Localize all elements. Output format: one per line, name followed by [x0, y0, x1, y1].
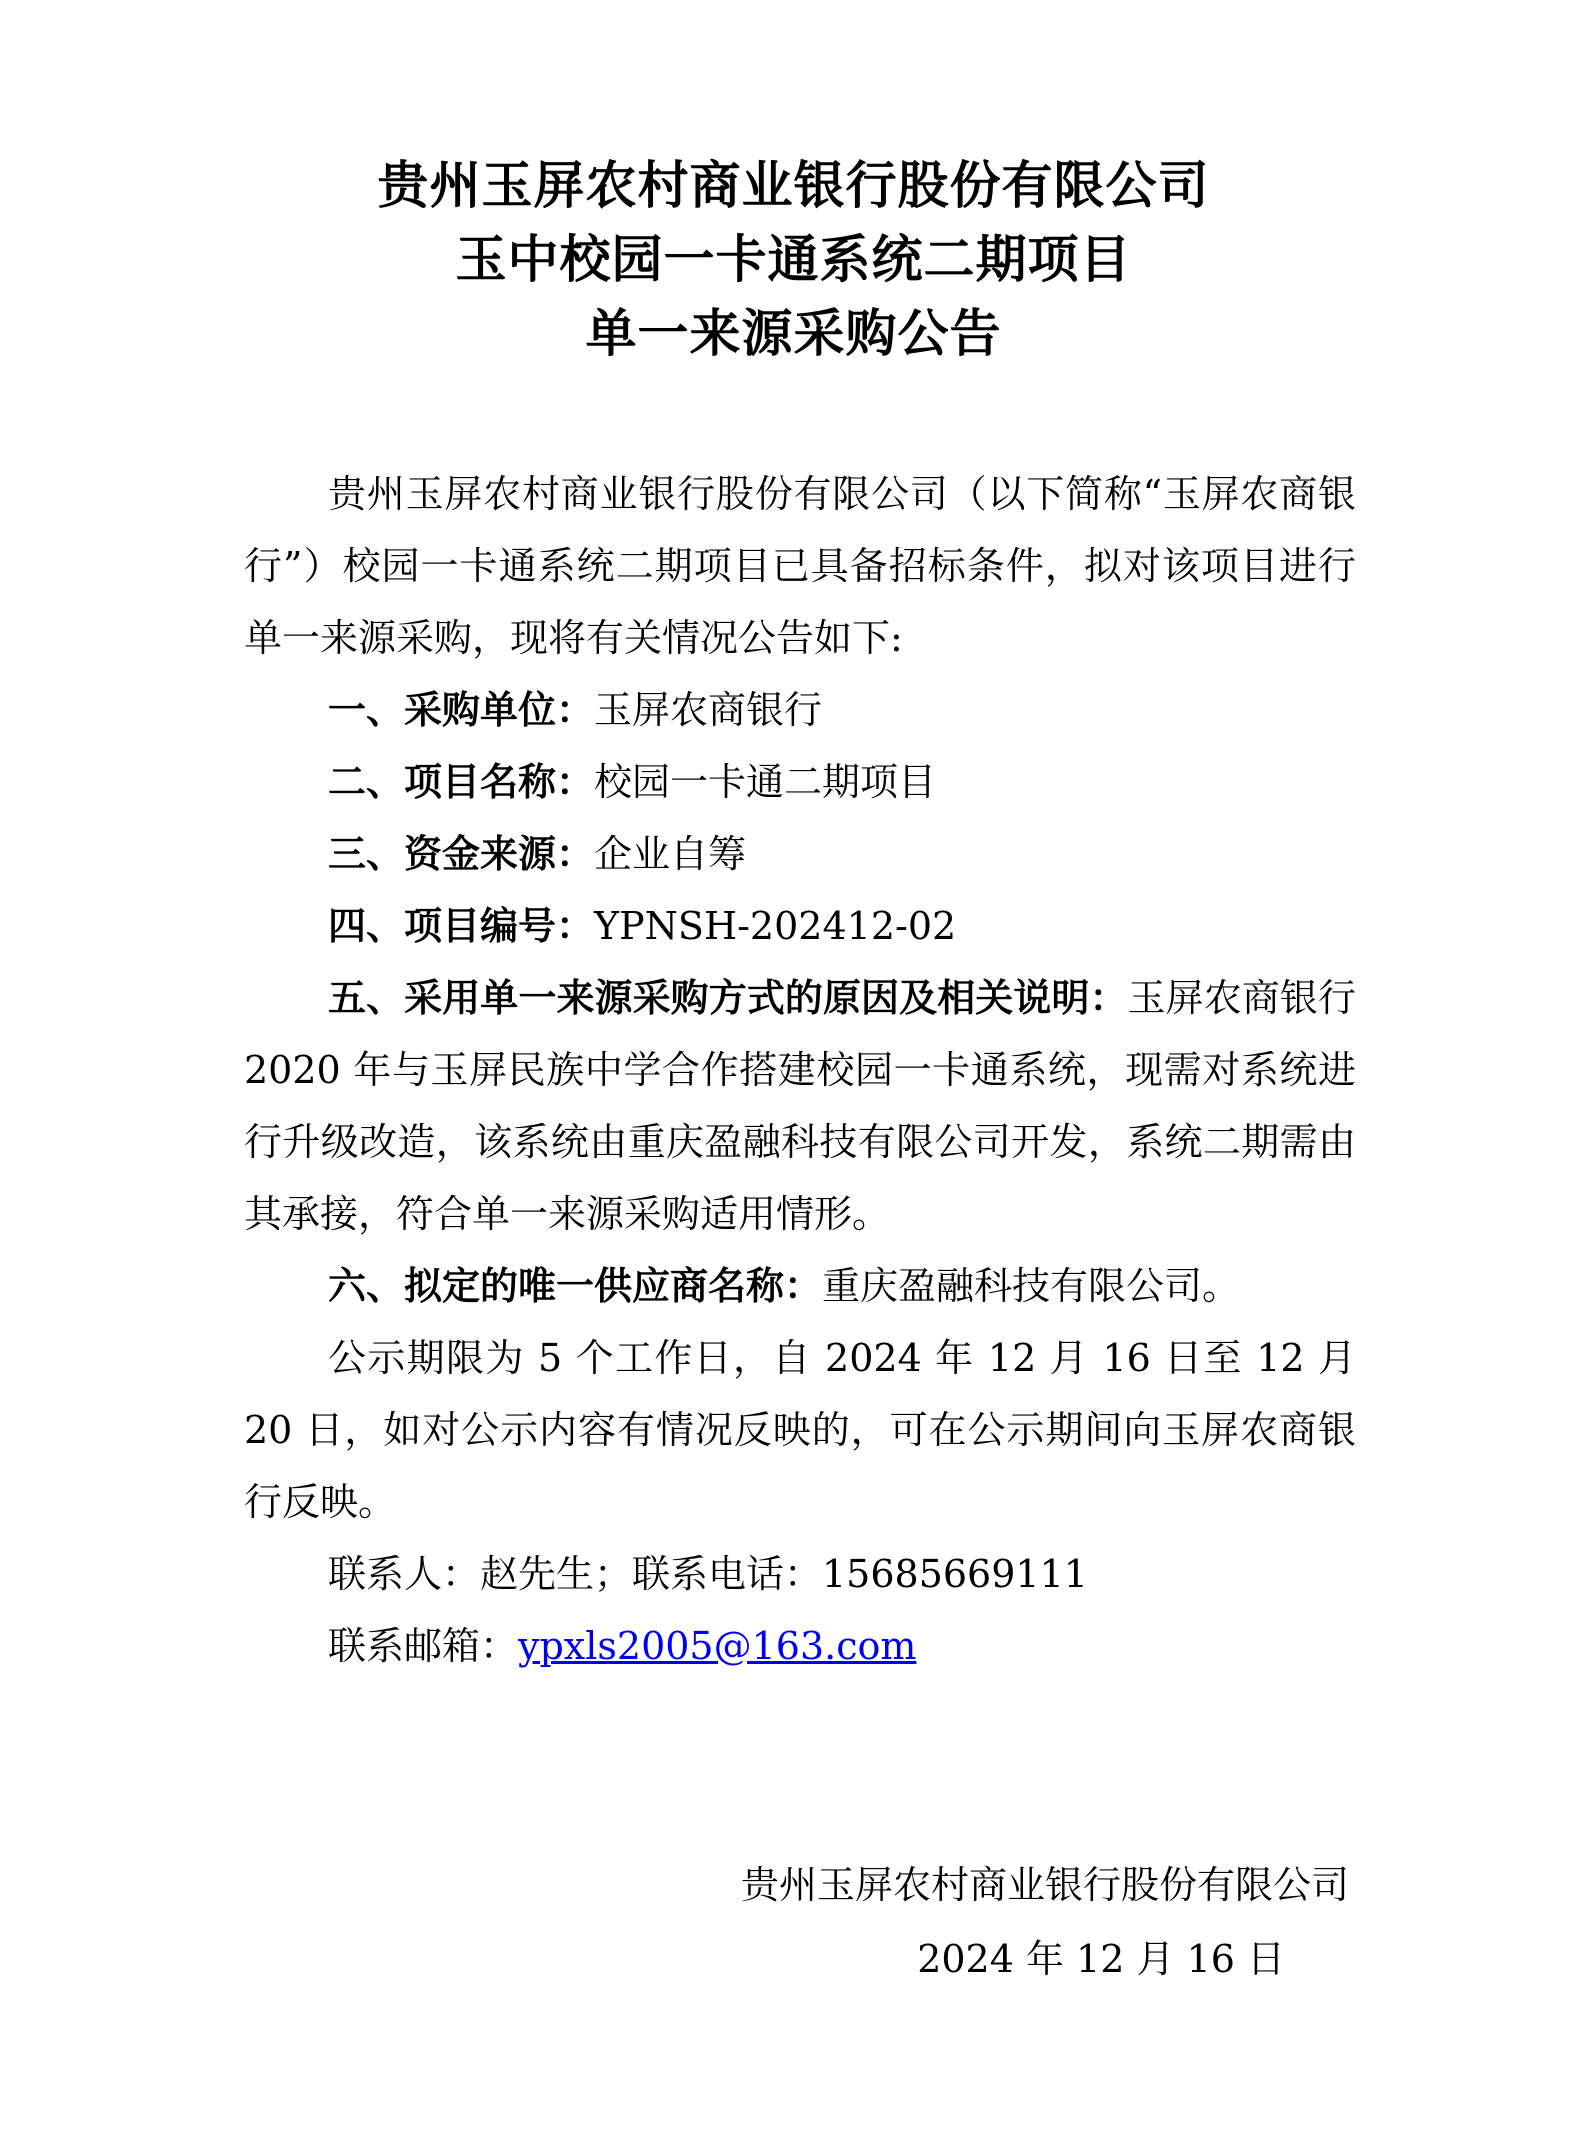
signature-org: 贵州玉屏农村商业银行股份有限公司: [740, 1863, 1349, 1907]
document-title: [0, 150, 1587, 372]
email-label: 联系邮箱：: [328, 1624, 519, 1668]
contact-person-line: 联系人：赵先生；联系电话：15685669111: [328, 1552, 1088, 1596]
item-supplier: [244, 1250, 1356, 1322]
item-value: 玉屏农商银行 2020 年与玉屏民族中学合作搭建校园一卡通系统，现需对系统进行升级改造，该系统由重庆盈融科技有限公司开发，系统二期需由其承接，符合单一来源采购适用情形。: [244, 976, 1356, 1236]
item-label: 六、拟定的唯一供应商名称：: [328, 1264, 823, 1308]
intro-paragraph: 贵州玉屏农村商业银行股份有限公司（以下简称“玉屏农商银行”）校园一卡通系统二期项目已具备招标条件，拟对该项目进行单一来源采购，现将有关情况公告如下:: [244, 472, 1356, 660]
contact-email-line: [244, 1610, 1356, 1682]
item-purchaser: [244, 674, 1356, 746]
signature-date: 2024 年 12 月 16 日: [917, 1937, 1285, 1981]
item-value: 校园一卡通二期项目: [594, 760, 937, 804]
item-funding-source: [244, 818, 1356, 890]
item-value: 企业自筹: [594, 832, 747, 876]
item-project-number: [244, 890, 1356, 962]
notice-paragraph: 公示期限为 5 个工作日，自 2024 年 12 月 16 日至 12 月 20 日，如对公示内容有情况反映的，可在公示期间向玉屏农商银行反映。: [244, 1336, 1356, 1524]
item-value: 重庆盈融科技有限公司。: [822, 1264, 1241, 1308]
item-project-name: [244, 746, 1356, 818]
item-value: 玉屏农商银行: [594, 688, 823, 732]
title-line-1: 贵州玉屏农村商业银行股份有限公司: [377, 157, 1210, 216]
item-reason: [244, 962, 1356, 1250]
item-label: 一、采购单位：: [328, 688, 595, 732]
item-label: 五、采用单一来源采购方式的原因及相关说明：: [328, 976, 1128, 1020]
email-link[interactable]: ypxls2005@163.com: [518, 1624, 917, 1668]
title-line-2: 玉中校园一卡通系统二期项目: [455, 231, 1132, 290]
item-label: 三、资金来源：: [328, 832, 595, 876]
item-label: 二、项目名称：: [328, 760, 595, 804]
document-body: [244, 458, 1356, 1682]
signature-block: [741, 1848, 1349, 1996]
title-line-3: 单一来源采购公告: [585, 305, 1002, 364]
item-label: 四、项目编号：: [328, 904, 595, 948]
item-value: YPNSH-202412-02: [594, 904, 957, 948]
